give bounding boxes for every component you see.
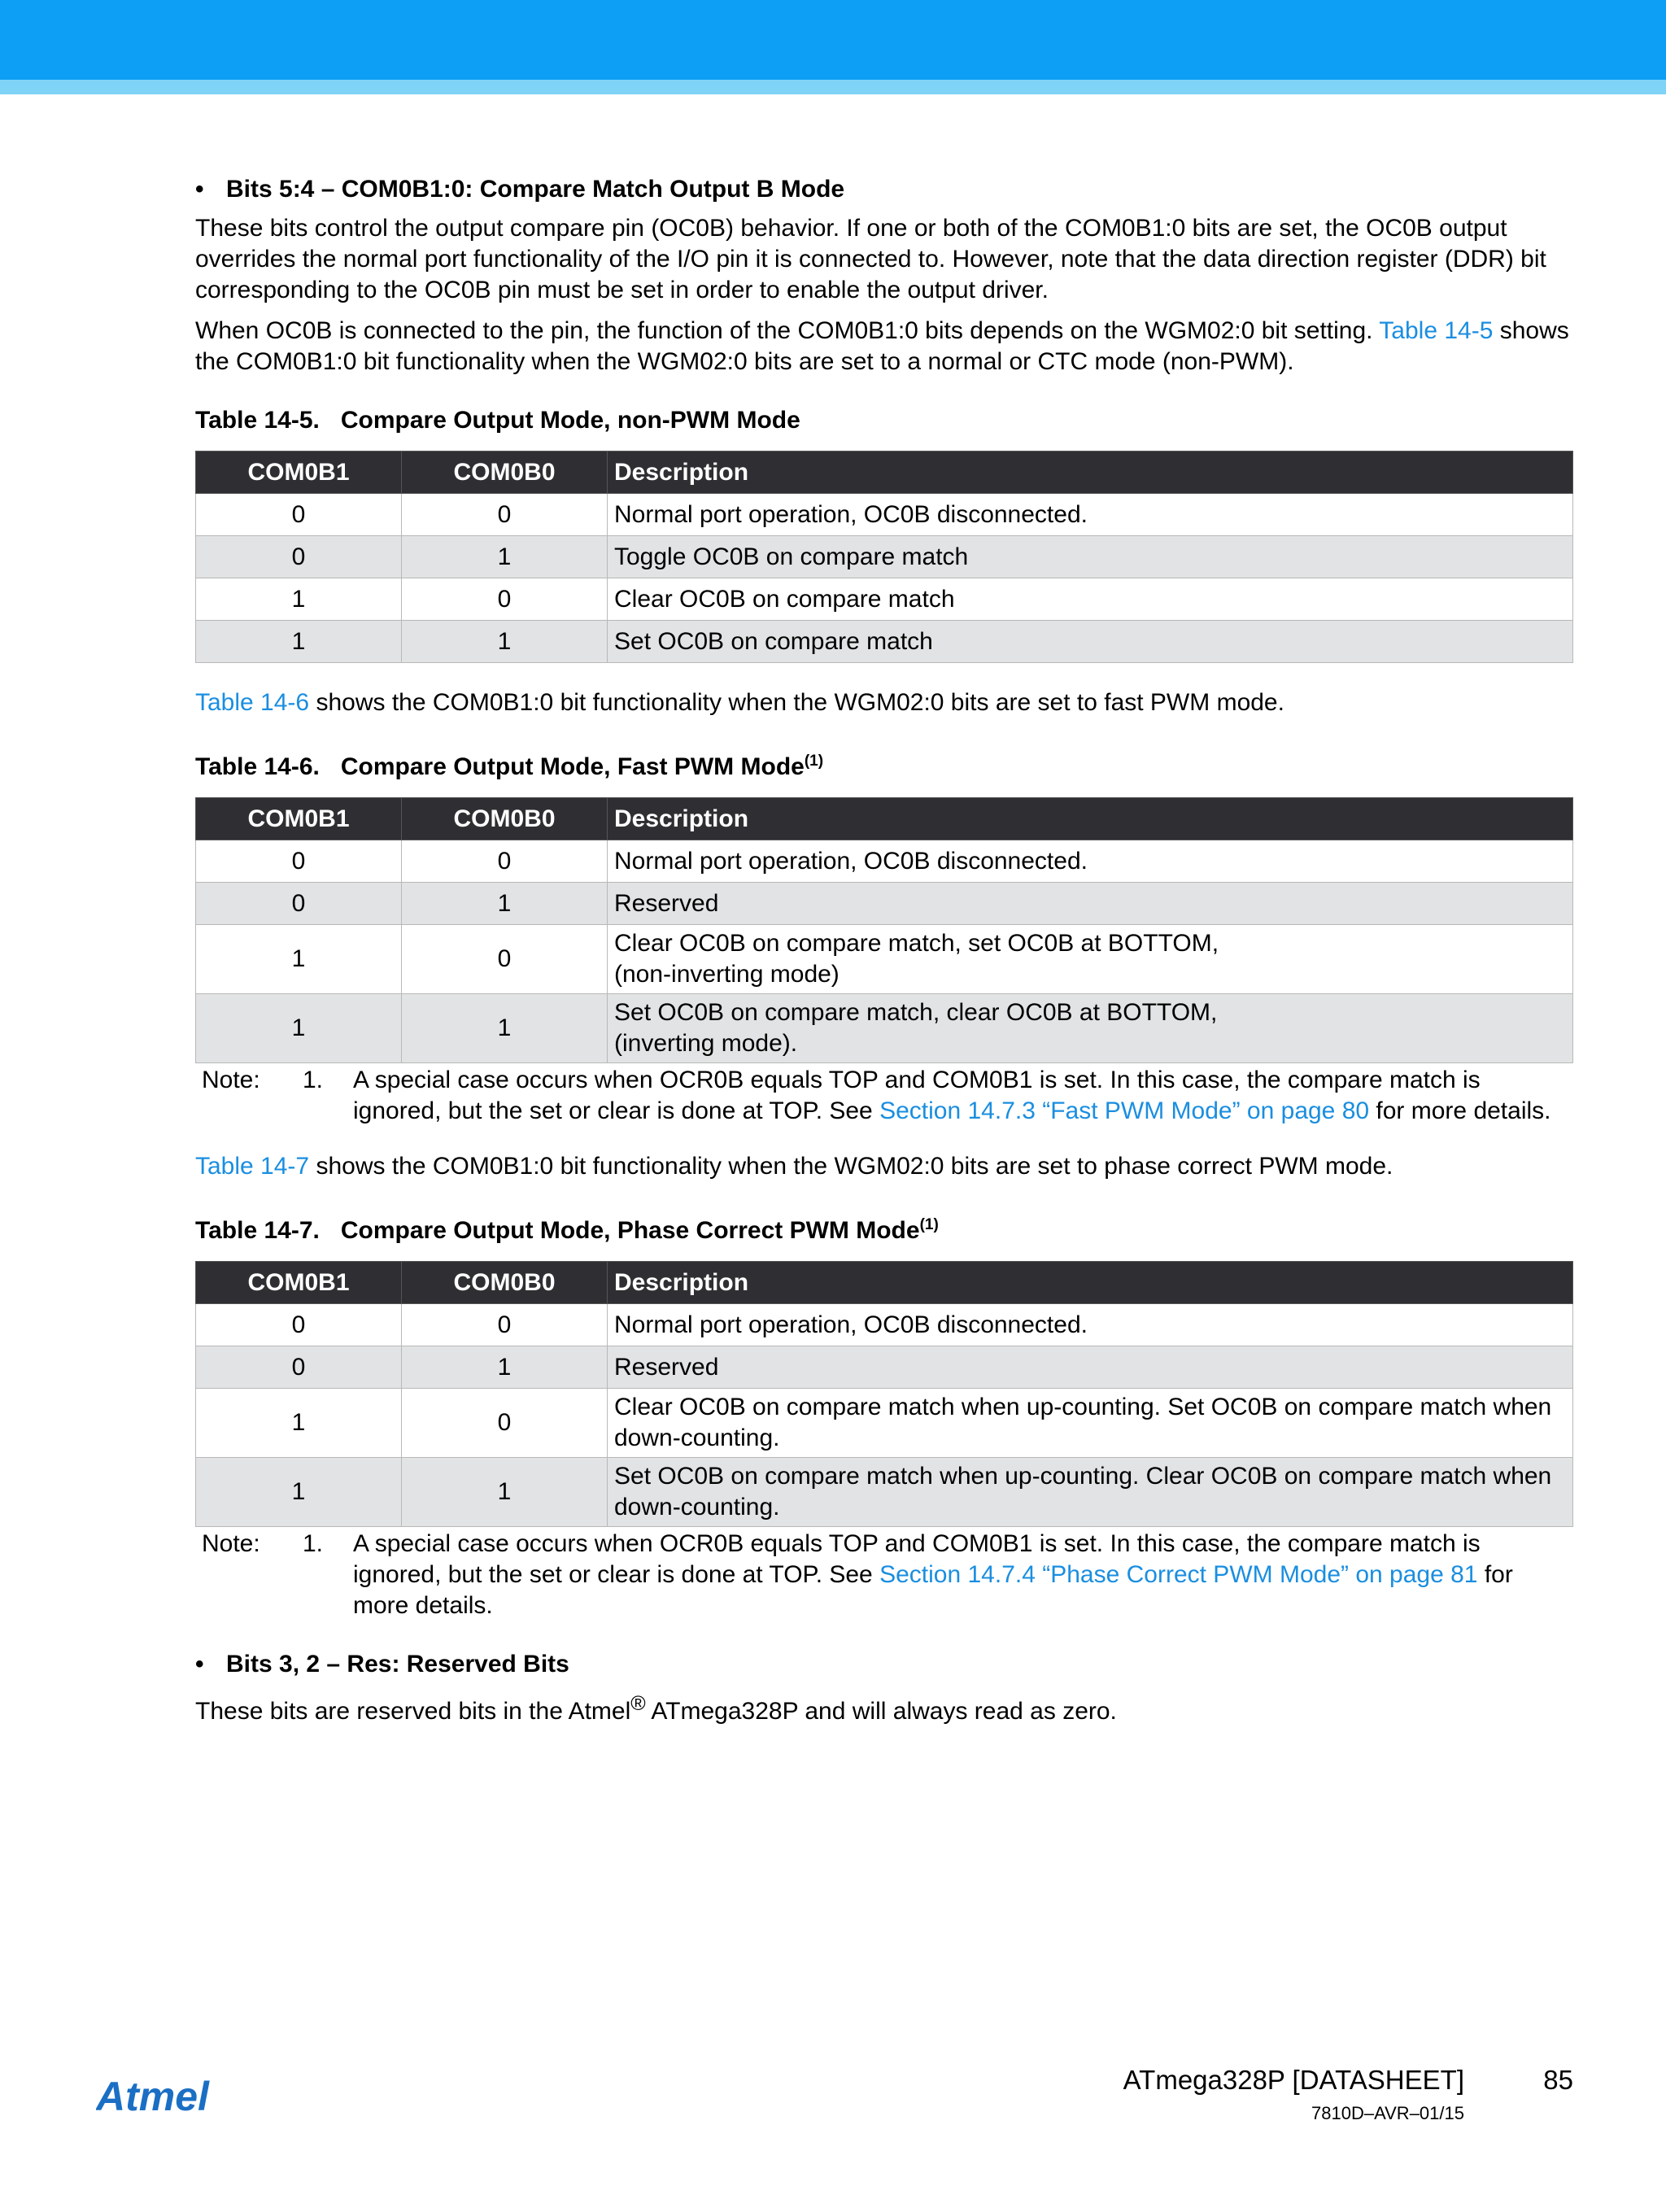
- cell-line: Clear OC0B on compare match, set OC0B at BOTTOM,: [614, 930, 1219, 957]
- table-row: [196, 1389, 1573, 1458]
- section-heading-bits-5-4: [195, 174, 1573, 205]
- paragraph: [195, 687, 1573, 718]
- table-cell: 1: [402, 994, 608, 1063]
- table-title: Compare Output Mode, non-PWM Mode: [340, 407, 800, 434]
- table-cell: 0: [196, 494, 402, 536]
- table-cell: 0: [196, 1304, 402, 1346]
- footnote-marker: (1): [919, 1216, 939, 1233]
- column-header: Description: [608, 452, 1573, 494]
- table-14-7-link[interactable]: Table 14-7: [195, 1153, 310, 1180]
- bullet: •: [195, 176, 204, 203]
- table-row: [196, 494, 1573, 536]
- heading-text: Bits 3, 2 – Res: Reserved Bits: [226, 1651, 569, 1678]
- table-cell: 0: [196, 536, 402, 578]
- table-title: Compare Output Mode, Fast PWM Mode: [340, 753, 805, 780]
- table-cell: Toggle OC0B on compare match: [608, 536, 1573, 578]
- table-cell: 0: [402, 1389, 608, 1458]
- table-note: [195, 1529, 1573, 1621]
- table-cell: 1: [402, 621, 608, 663]
- paragraph: [195, 316, 1573, 377]
- note-number: 1.: [303, 1530, 324, 1557]
- paragraph-text: ATmega328P and will always read as zero.: [645, 1698, 1117, 1725]
- column-header: COM0B0: [402, 798, 608, 840]
- section-14-7-3-link[interactable]: Section 14.7.3 “Fast PWM Mode” on page 80: [879, 1097, 1370, 1124]
- table-cell: Reserved: [608, 883, 1573, 925]
- column-header: COM0B0: [402, 452, 608, 494]
- table-cell: 1: [402, 536, 608, 578]
- table-cell: 1: [402, 1458, 608, 1527]
- table-number: Table 14-5.: [195, 407, 320, 434]
- note-text-part: A special case occurs when OCR0B equals TOP and COM0B1 is set. In this case, the compare match is ignored, but the set or clear is done at TOP. See: [353, 1530, 1481, 1588]
- table-row: [196, 621, 1573, 663]
- document-code: 7810D–AVR–01/15: [1311, 2103, 1464, 2123]
- table-cell: 1: [402, 883, 608, 925]
- table-row: [196, 1346, 1573, 1389]
- table-cell: 1: [402, 1346, 608, 1389]
- compare-output-table-phase-correct-pwm: [195, 1261, 1573, 1527]
- paragraph-text: shows the COM0B1:0 bit functionality when the WGM02:0 bits are set to fast PWM mode.: [309, 689, 1284, 716]
- table-cell: [608, 994, 1573, 1063]
- table-cell: Clear OC0B on compare match when up-counting. Set OC0B on compare match when down-counting.: [608, 1389, 1573, 1458]
- cell-line: (non-inverting mode): [614, 961, 840, 988]
- note-number: 1.: [303, 1067, 324, 1093]
- column-header: COM0B0: [402, 1262, 608, 1304]
- table-row: [196, 883, 1573, 925]
- cell-line: (inverting mode).: [614, 1030, 798, 1057]
- table-cell: Normal port operation, OC0B disconnected.: [608, 494, 1573, 536]
- table-row: [196, 840, 1573, 883]
- table-caption: [195, 405, 1573, 436]
- table-cell: 1: [196, 1458, 402, 1527]
- table-caption: [195, 1210, 1573, 1246]
- table-cell: 0: [402, 840, 608, 883]
- page-content: [195, 174, 1573, 1737]
- table-cell: 0: [402, 925, 608, 994]
- table-cell: 0: [196, 840, 402, 883]
- paragraph-text: When OC0B is connected to the pin, the function of the COM0B1:0 bits depends on the WGM02:0 bit setting.: [195, 317, 1380, 344]
- column-header: COM0B1: [196, 452, 402, 494]
- note-label: Note:: [202, 1530, 260, 1557]
- table-note: [195, 1065, 1573, 1127]
- header-bar: [0, 0, 1666, 80]
- note-text-part: for more details.: [353, 1561, 1513, 1619]
- column-header: COM0B1: [196, 798, 402, 840]
- column-header: Description: [608, 1262, 1573, 1304]
- footnote-marker: (1): [804, 753, 824, 770]
- paragraph-text: shows the COM0B1:0 bit functionality when the WGM02:0 bits are set to phase correct PWM mode.: [309, 1153, 1393, 1180]
- table-caption: [195, 746, 1573, 783]
- header-stripe: [0, 80, 1666, 94]
- table-cell: 1: [196, 1389, 402, 1458]
- table-cell: [608, 925, 1573, 994]
- table-cell: 0: [402, 494, 608, 536]
- note-text-part: for more details.: [1369, 1097, 1551, 1124]
- note-text-part: A special case occurs when OCR0B equals TOP and COM0B1 is set. In this case, the compare match is ignored, but the set or clear is done at TOP. See: [353, 1067, 1481, 1124]
- table-cell: 0: [196, 1346, 402, 1389]
- cell-line: Set OC0B on compare match, clear OC0B at BOTTOM,: [614, 999, 1218, 1026]
- page-number: 85: [1543, 2065, 1573, 2095]
- table-row: [196, 994, 1573, 1063]
- section-heading-bits-3-2: [195, 1649, 1573, 1680]
- bullet: •: [195, 1651, 204, 1678]
- table-14-5-link[interactable]: Table 14-5: [1379, 317, 1494, 344]
- table-cell: 1: [196, 578, 402, 621]
- table-cell: 0: [402, 1304, 608, 1346]
- table-cell: 0: [196, 883, 402, 925]
- table-title: Compare Output Mode, Phase Correct PWM Mode: [340, 1217, 920, 1244]
- registered-mark: ®: [630, 1692, 646, 1715]
- table-cell: Set OC0B on compare match: [608, 621, 1573, 663]
- paragraph: [195, 1688, 1573, 1727]
- table-cell: 0: [402, 578, 608, 621]
- table-row: [196, 1458, 1573, 1527]
- table-row: [196, 925, 1573, 994]
- atmel-logo: [96, 2073, 242, 2118]
- table-cell: Normal port operation, OC0B disconnected.: [608, 1304, 1573, 1346]
- table-cell: 1: [196, 994, 402, 1063]
- column-header: Description: [608, 798, 1573, 840]
- table-row: [196, 536, 1573, 578]
- table-cell: Set OC0B on compare match when up-counting. Clear OC0B on compare match when down-counting.: [608, 1458, 1573, 1527]
- table-row: [196, 1304, 1573, 1346]
- paragraph-text: shows the COM0B1:0 bit functionality when the WGM02:0 bits are set to a normal or CTC mode (non-PWM).: [195, 317, 1569, 375]
- table-number: Table 14-7.: [195, 1217, 320, 1244]
- paragraph: [195, 1151, 1573, 1182]
- table-number: Table 14-6.: [195, 753, 320, 780]
- table-cell: 1: [196, 925, 402, 994]
- table-cell: 1: [196, 621, 402, 663]
- paragraph: These bits control the output compare pin (OC0B) behavior. If one or both of the COM0B1:0 bits are set, the OC0B output overrides the normal port functionality of the I/O pin it is connected to. However, note that the data direction register (DDR) bit corresponding to the OC0B pin must be set in order to enable the output driver.: [195, 215, 1546, 303]
- table-14-6-link[interactable]: Table 14-6: [195, 689, 310, 716]
- note-text: [353, 1529, 1573, 1621]
- section-14-7-4-link[interactable]: Section 14.7.4 “Phase Correct PWM Mode” on page 81: [879, 1561, 1478, 1588]
- table-cell: Reserved: [608, 1346, 1573, 1389]
- paragraph-text: These bits are reserved bits in the Atmel: [195, 1698, 631, 1725]
- note-label: Note:: [202, 1067, 260, 1093]
- column-header: COM0B1: [196, 1262, 402, 1304]
- note-text: [353, 1065, 1573, 1127]
- compare-output-table-non-pwm: [195, 451, 1573, 663]
- document-title: ATmega328P [DATASHEET]: [1123, 2065, 1464, 2095]
- table-row: [196, 578, 1573, 621]
- heading-text: Bits 5:4 – COM0B1:0: Compare Match Output B Mode: [226, 176, 845, 203]
- table-cell: Normal port operation, OC0B disconnected.: [608, 840, 1573, 883]
- logo-text: Atmel: [96, 2074, 209, 2118]
- compare-output-table-fast-pwm: [195, 797, 1573, 1063]
- table-cell: Clear OC0B on compare match: [608, 578, 1573, 621]
